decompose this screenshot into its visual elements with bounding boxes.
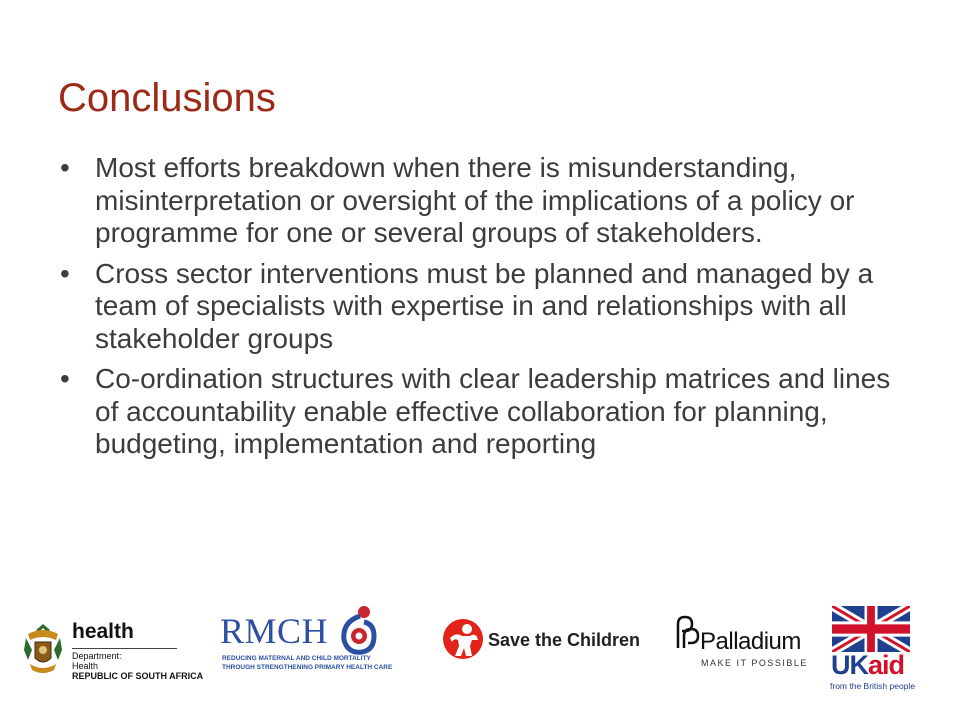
health-subtitle bbox=[72, 651, 203, 681]
rmch-logo bbox=[220, 610, 393, 680]
union-jack-icon bbox=[832, 606, 910, 652]
ukaid-wordmark bbox=[831, 650, 904, 681]
health-line2: Health bbox=[72, 661, 99, 671]
rmch-wordmark: RMCH bbox=[220, 611, 329, 651]
bullet-item bbox=[60, 363, 910, 461]
bullet-icon: • bbox=[60, 257, 70, 289]
bullet-text: Cross sector interventions must be planned and managed by a team of specialists with expertise in and relationships with all stakeholder groups bbox=[95, 257, 874, 354]
save-the-children-logo bbox=[442, 618, 652, 668]
health-line3: REPUBLIC OF SOUTH AFRICA bbox=[72, 671, 204, 681]
slide-title: Conclusions bbox=[58, 76, 276, 120]
palladium-logo bbox=[670, 614, 810, 674]
bullet-icon: • bbox=[60, 152, 70, 183]
health-wordmark: health bbox=[72, 620, 134, 643]
bullet-item bbox=[60, 258, 910, 356]
rmch-subtitle bbox=[222, 654, 392, 672]
bullet-item bbox=[60, 152, 910, 250]
ukaid-uk: UK bbox=[831, 650, 868, 680]
bullet-text: Co-ordination structures with clear leadership matrices and lines of accountability enable effective collaboration for planning, budgeting, implementation and reporting bbox=[95, 363, 891, 459]
child-figure-icon bbox=[442, 618, 484, 660]
rmch-line1: REDUCING MATERNAL AND CHILD MORTALITY bbox=[222, 655, 371, 662]
health-divider bbox=[72, 648, 177, 649]
bullet-list bbox=[60, 152, 910, 469]
ukaid-tagline: from the British people bbox=[830, 681, 916, 691]
palladium-wordmark: Palladium bbox=[700, 628, 801, 655]
ukaid-logo bbox=[826, 606, 918, 691]
health-line1: Department: bbox=[72, 651, 122, 661]
palladium-tagline: MAKE IT POSSIBLE bbox=[701, 658, 808, 668]
mother-child-icon bbox=[338, 604, 378, 656]
rmch-line2: THROUGH STRENGTHENING PRIMARY HEALTH CARE bbox=[222, 664, 393, 671]
bullet-text: Most efforts breakdown when there is misunderstanding, misinterpretation or oversight of the implications of a policy or programme for one or several groups of stakeholders. bbox=[95, 152, 855, 248]
bullet-icon: • bbox=[60, 363, 70, 394]
ukaid-aid: aid bbox=[868, 650, 905, 680]
coat-of-arms-icon bbox=[20, 620, 66, 676]
health-logo bbox=[20, 618, 204, 681]
partner-logos bbox=[0, 598, 960, 691]
save-the-children-wordmark: Save the Children bbox=[488, 630, 641, 650]
palladium-p-icon bbox=[672, 614, 702, 650]
